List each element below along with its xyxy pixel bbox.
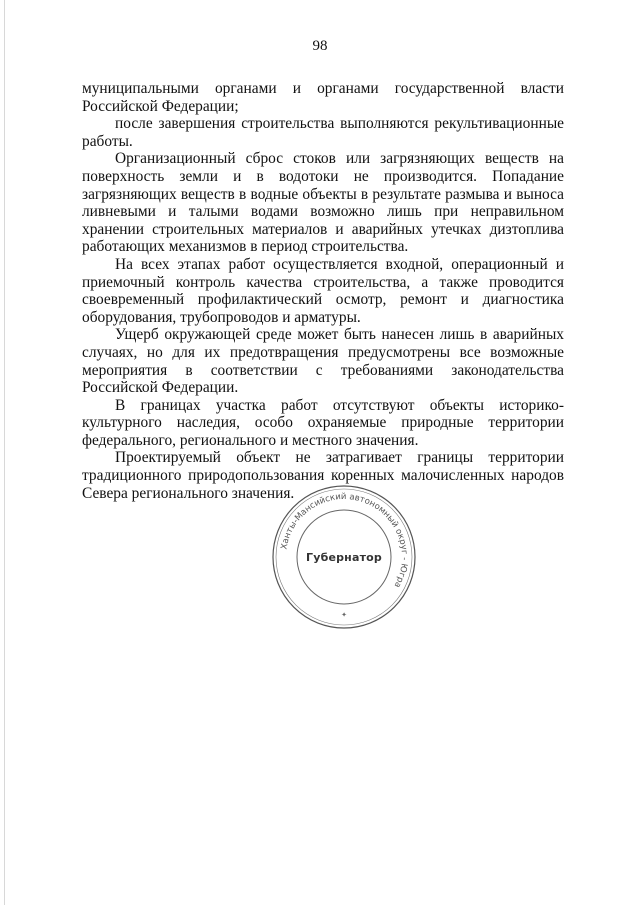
paragraph-6: В границах участка работ отсутствуют объекты историко-культурного наследия, особо охраняемые природные территории федерального, регионального и местного значения. (82, 396, 564, 449)
paragraph-3: Организационный сброс стоков или загрязняющих веществ на поверхность земли и в водотоки не производится. Попадание загрязняющих веществ в водные объекты в результате размыва и выноса ливневыми и талыми водами возможно лишь при неправильном хранении строительных материалов и аварийных утечках дизтоплива работающих механизмов в период строительства. (82, 150, 564, 256)
scan-edge-line (4, 0, 5, 905)
stamp-star-mark: ✦ (341, 611, 347, 619)
stamp-center-text: Губернатор (305, 550, 383, 564)
paragraph-5: Ущерб окружающей среде может быть нанесен лишь в аварийных случаях, но для их предотвращения предусмотрены все возможные мероприятия в соответствии с требованиями законодательства Российской Федерации. (82, 326, 564, 397)
document-body (82, 80, 564, 502)
stamp-ring-text: Ханты-Мансийский автономный округ - Югра (279, 491, 410, 590)
paragraph-4: На всех этапах работ осуществляется входной, операционный и приемочный контроль качества строительства, а также проводится своевременный профилактический осмотр, ремонт и диагностика оборудования, трубопроводов и арматуры. (82, 255, 564, 326)
official-stamp (271, 484, 417, 630)
paragraph-7: Проектируемый объект не затрагивает границы территории традиционного природопользования коренных малочисленных народов Севера регионального значения. (82, 449, 564, 502)
paragraph-2: после завершения строительства выполняются рекультивационные работы. (82, 115, 564, 150)
paragraph-1: муниципальными органами и органами государственной власти Российской Федерации; (82, 80, 564, 115)
page-number: 98 (312, 38, 328, 54)
